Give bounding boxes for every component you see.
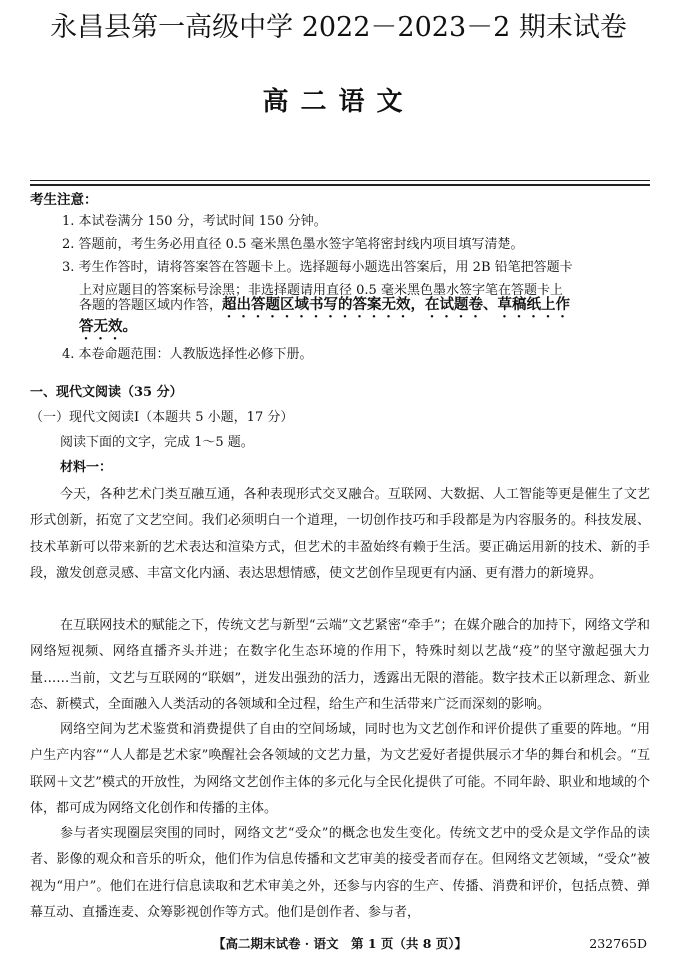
- paragraph-3: 网络空间为艺术鉴赏和消费提供了自由的空间场域，同时也为文艺创作和评价提供了重要的阵地。“用户生产内容”“人人都是艺术家”唤醒社会各领域的文艺力量，为文艺爱好者提供展示才华的舞台和机会。“互联网＋文艺”模式的开放性，为网络文艺创作主体的多元化与全民化提供了可能。不同年龄、职业和地域的个体，都可成为网络文化创作和传播的主体。: [30, 722, 650, 816]
- notice-item-2: 2. 答题前，考生务必用直径 0.5 毫米黑色墨水签字笔将密封线内项目填写清楚。: [62, 237, 524, 252]
- section-sub-heading: （一）现代文阅读Ⅰ（本题共 5 小题，17 分）: [30, 410, 294, 425]
- top-divider-thick: [30, 184, 650, 186]
- notice-item-3-plain: 各题的答题区域内作答，: [79, 298, 223, 313]
- paragraph-2: 在互联网技术的赋能之下，传统文艺与新型“云端”文艺紧密“牵手”；在媒介融合的加持下，网络文学和网络短视频、网络直播齐头并进；在数字化生态环境的作用下，特殊时刻以艺战“疫”的坚守激起强大力量……当前，文艺与互联网的“联姻”，迸发出强劲的活力，透露出无限的潜能。数字技术正以新理念、新业态、新模式，全面融入人类活动的各领域和全过程，给生产和生活带来广泛而深刻的影响。: [30, 618, 650, 712]
- notice-item-3-text: 上对应题目的答案标号涂黑；非选择题请用直径 0.5 毫米黑色墨水签字笔在答题卡上: [79, 283, 563, 298]
- footer-code: 232765D: [589, 936, 647, 951]
- school-title: 永昌县第一高级中学 2022－2023－2 期末试卷: [50, 12, 627, 43]
- notice-item-3-emphasis: 超出答题区域书写的答案无效，在试题卷、草稿纸上作: [222, 297, 571, 313]
- notice-item-3-text: [62, 316, 652, 343]
- footer-page-info: 【高二期末试卷 · 语文 第 1 页（共 8 页）】: [212, 936, 468, 951]
- notice-item-3-line1: 3. 考生作答时，请将答案答在答题卡上。选择题每小题选出答案后，用 2B 铅笔把答题卡: [62, 260, 573, 275]
- subject-title: 高二语文: [262, 87, 415, 117]
- notice-item-1: 1. 本试卷满分 150 分，考试时间 150 分钟。: [62, 214, 327, 229]
- paragraph-1: 今天，各种艺术门类互融互通，各种表现形式交叉融合。互联网、大数据、人工智能等更是催生了文艺形式创新，拓宽了文艺空间。我们必须明白一个道理，一切创作技巧和手段都是为内容服务的。科技发展、技术革新可以带来新的艺术表达和渲染方式，但艺术的丰盈始终有赖于生活。要正确运用新的技术、新的手段，激发创意灵感、丰富文化内涵、表达思想情感，使文艺创作呈现更有内涵、更有潜力的新境界。: [30, 487, 650, 581]
- notice-title: 考生注意：: [30, 192, 98, 208]
- reading-instruction: 阅读下面的文字，完成 1～5 题。: [60, 435, 254, 450]
- paragraph-4: 参与者实现圈层突围的同时，网络文艺“受众”的概念也发生变化。传统文艺中的受众是文学作品的读者、影像的观众和音乐的听众，他们作为信息传播和文艺审美的接受者而存在。但网络文艺领域，“受众”被视为“用户”。他们在进行信息读取和艺术审美之外，还参与内容的生产、传播、消费和评价，包括点赞、弹幕互动、直播连麦、众筹影视创作等方式。他们是创作者、参与者，: [30, 826, 650, 920]
- notice-item-3-line4: [62, 316, 652, 343]
- section-heading: 一、现代文阅读（35 分）: [30, 385, 183, 400]
- notice-item-3-emphasis-end: 答无效。: [79, 319, 137, 335]
- notice-item-4: 4. 本卷命题范围：人教版选择性必修下册。: [62, 347, 313, 362]
- material-label: 材料一：: [60, 460, 113, 475]
- top-divider: [30, 180, 650, 181]
